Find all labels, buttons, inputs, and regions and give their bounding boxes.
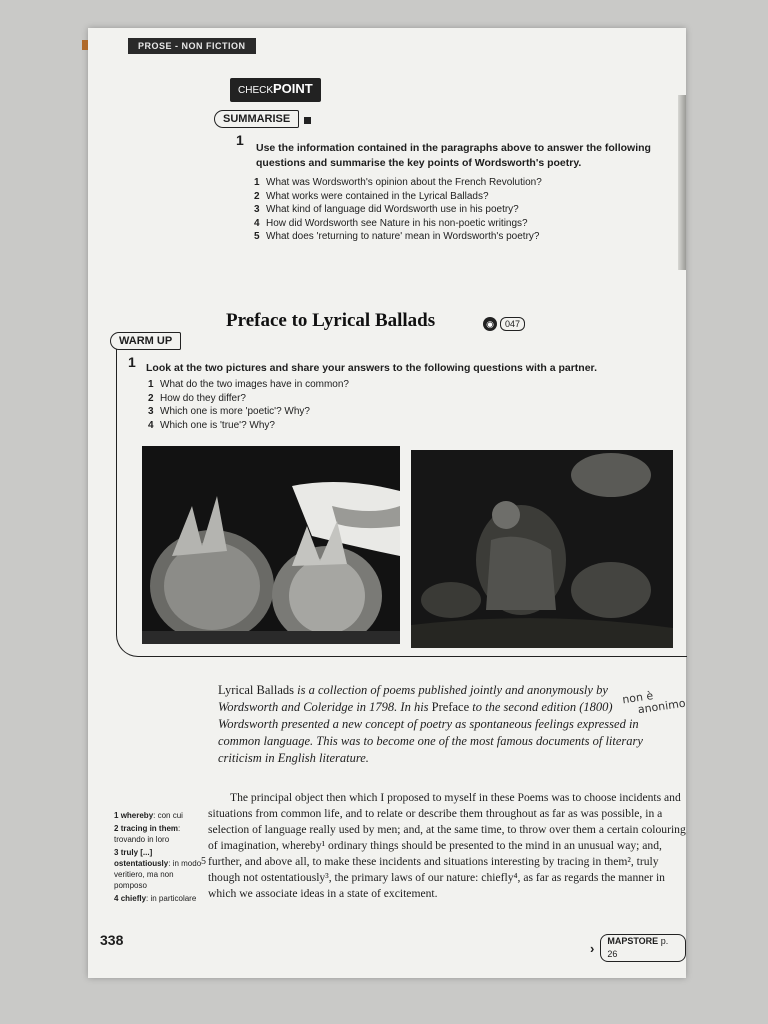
checkpoint-question-list	[254, 176, 674, 244]
glossary	[114, 810, 202, 906]
list-item: 4 How did Wordsworth see Nature in his non-poetic writings?	[254, 217, 528, 229]
warmup-label: WARM UP	[110, 332, 181, 350]
glossary-item: 1 whereby: con cui	[114, 811, 183, 820]
warmup-question-list	[148, 378, 568, 432]
section-tab: PROSE - NON FICTION	[128, 38, 256, 54]
line-number: 5	[201, 856, 206, 867]
list-item: 3 Which one is more 'poetic'? Why?	[148, 406, 310, 417]
list-item: 4 Which one is 'true'? Why?	[148, 419, 275, 431]
list-item: 1 What was Wordsworth's opinion about the French Revolution?	[254, 177, 542, 188]
picture-shepherd-painting	[411, 450, 673, 648]
picture-sheep-photo	[142, 446, 400, 644]
shepherd-painting-drawing	[411, 450, 673, 648]
mapstore-label: MAPSTORE	[607, 936, 659, 946]
headphones-icon[interactable]: ◉	[483, 317, 497, 331]
audio-track-code: 047	[500, 317, 525, 331]
handnote-line: non è	[621, 689, 654, 707]
checkpoint-badge-prefix: CHECK	[238, 85, 274, 96]
chevron-right-icon: ›	[590, 940, 595, 956]
intro-preface-word: Preface	[431, 700, 470, 714]
list-item: 1 What do the two images have in common?	[148, 379, 349, 390]
list-item: 2 What works were contained in the Lyrical Ballads?	[254, 190, 489, 202]
mapstore-page: p. 26	[607, 936, 669, 959]
checkpoint-badge	[230, 78, 321, 102]
passage-text: The principal object then which I proposed to myself in these Poems was to choose incidents and situations from common life, and to relate or describe them throughout as far as was possible, in a selection of language really used by men; and, at the same time, to throw over them a certain colouring of imagination, whereby¹ ordinary things should be presented to the mind in an unusual way; and, further, and above all, to make these incidents and situations interesting by tracing in them², truly though not ostentatiously³, the primary laws of our nature: chiefly⁴, as far as regards the manner in which we associate ideas in a state of excitement.	[208, 791, 686, 900]
glossary-item: 3 truly [...] ostentatiously: in modo veritiero, ma non pomposo	[114, 848, 202, 890]
page-title: Preface to Lyrical Ballads	[226, 310, 436, 331]
warmup-instruction: Look at the two pictures and share your answers to the following questions with a partner.	[146, 362, 597, 374]
intro-book-title: Lyrical Ballads	[218, 683, 295, 697]
checkpoint-exercise-number: 1	[236, 132, 244, 148]
list-item: 2 How do they differ?	[148, 392, 246, 404]
glossary-item: 4 chiefly: in particolare	[114, 894, 197, 903]
glossary-item: 2 tracing in them: trovando in loro	[114, 824, 181, 844]
checkpoint-instruction: Use the information contained in the paragraphs above to answer the following questions and summarise the key points of Wordsworth's poetry.	[256, 142, 651, 169]
intro-text-2: to the second edition (1800) Wordsworth presented a new concept of poetry as spontaneous feelings expressed in common language. This was to become one of the most famous documents of literary criticism in English literature.	[218, 700, 643, 765]
audio-track[interactable]	[483, 317, 525, 331]
square-bullet-icon	[304, 117, 311, 124]
list-item: 5 What does 'returning to nature' mean in Wordsworth's poetry?	[254, 231, 540, 242]
intro-paragraph	[218, 682, 658, 767]
textbook-page	[88, 28, 686, 978]
mapstore-button[interactable]	[600, 934, 686, 962]
color-marker	[82, 40, 88, 50]
mapstore-link[interactable]	[590, 934, 686, 962]
handnote-line: anonimo	[637, 696, 687, 717]
sheep-photo-drawing	[142, 446, 400, 644]
list-item: 3 What kind of language did Wordsworth use in his poetry?	[254, 204, 519, 215]
page-edge-shadow	[678, 95, 686, 270]
summarise-label: SUMMARISE	[214, 110, 299, 128]
intro-text-1: is a collection of poems published jointly and anonymously by Wordsworth and Coleridge in 1798. In his	[218, 683, 608, 714]
page-number: 338	[100, 932, 124, 948]
checkpoint-badge-main: POINT	[273, 81, 313, 96]
warmup-exercise-number: 1	[128, 354, 136, 370]
